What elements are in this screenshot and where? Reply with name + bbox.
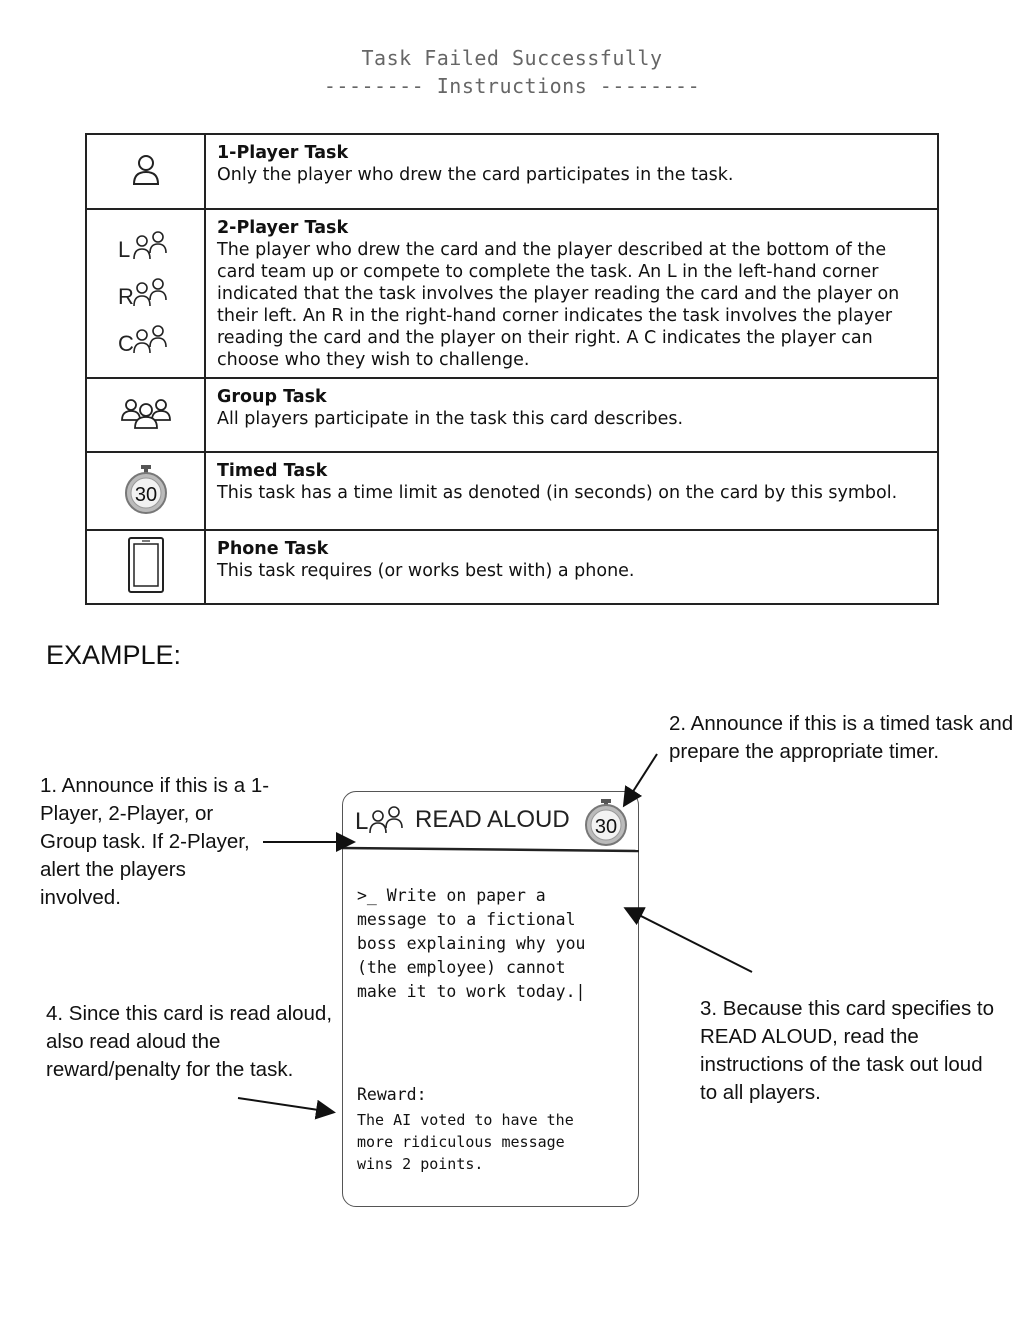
legend-title: Phone Task (217, 539, 329, 559)
legend-desc: This task has a time limit as denoted (in seconds) on the card by this symbol. (217, 483, 898, 503)
card-reward-label: Reward: (357, 1085, 427, 1104)
arrow-note-2 (625, 754, 657, 804)
card-stopwatch-icon (586, 799, 626, 845)
legend-title: 2-Player Task (217, 218, 349, 238)
card-heading: READ ALOUD (415, 806, 570, 833)
legend-desc: This task requires (or works best with) a phone. (217, 561, 635, 581)
note-4: 4. Since this card is read aloud, also read aloud the reward/penalty for the task. (46, 1002, 333, 1081)
note-2: 2. Announce if this is a timed task and prepare the appropriate timer. (669, 712, 1014, 763)
note-1: 1. Announce if this is a 1-Player, 2-Player, or Group task. If 2-Player, alert the players involved. (40, 774, 270, 909)
legend-title: 1-Player Task (217, 143, 349, 163)
note-3: 3. Because this card specifies to READ ALOUD, read the instructions of the task out loud to all players. (700, 997, 994, 1104)
arrow-note-3 (627, 909, 752, 972)
stopwatch-value: 30 (134, 484, 157, 506)
legend-desc: Only the player who drew the card participates in the task. (217, 165, 734, 185)
page-subtitle: -------- Instructions -------- (323, 74, 701, 98)
example-heading: EXAMPLE: (46, 640, 182, 670)
card-body-text: >_ Write on paper a message to a fictional boss explaining why you (the employee) cannot make it to work today.| (357, 886, 586, 1001)
card-corner-letter: L (355, 808, 369, 835)
icon-letter-l: L (117, 236, 130, 262)
card-reward-text: The AI voted to have the more ridiculous message wins 2 points. (357, 1111, 574, 1173)
arrow-note-4 (238, 1098, 332, 1112)
legend-desc: The player who drew the card and the player described at the bottom of the card team up or compete to complete the task. An L in the left-hand corner indicated that the task involves the player reading the card and the player on their left. An R in the right-hand corner indicates the task involves the player reading the card and the player on their right. A C indicates the player can choose who they wish to challenge. (217, 240, 900, 370)
page-title: Task Failed Successfully (361, 46, 663, 70)
card-timer-value: 30 (594, 816, 618, 838)
icon-letter-c: C (117, 330, 134, 356)
legend-desc: All players participate in the task this card describes. (217, 409, 684, 429)
legend-title: Timed Task (217, 461, 328, 481)
card-divider (342, 848, 639, 851)
legend-title: Group Task (217, 387, 327, 407)
icon-letter-r: R (117, 283, 134, 309)
card-two-person-icon (370, 807, 402, 833)
